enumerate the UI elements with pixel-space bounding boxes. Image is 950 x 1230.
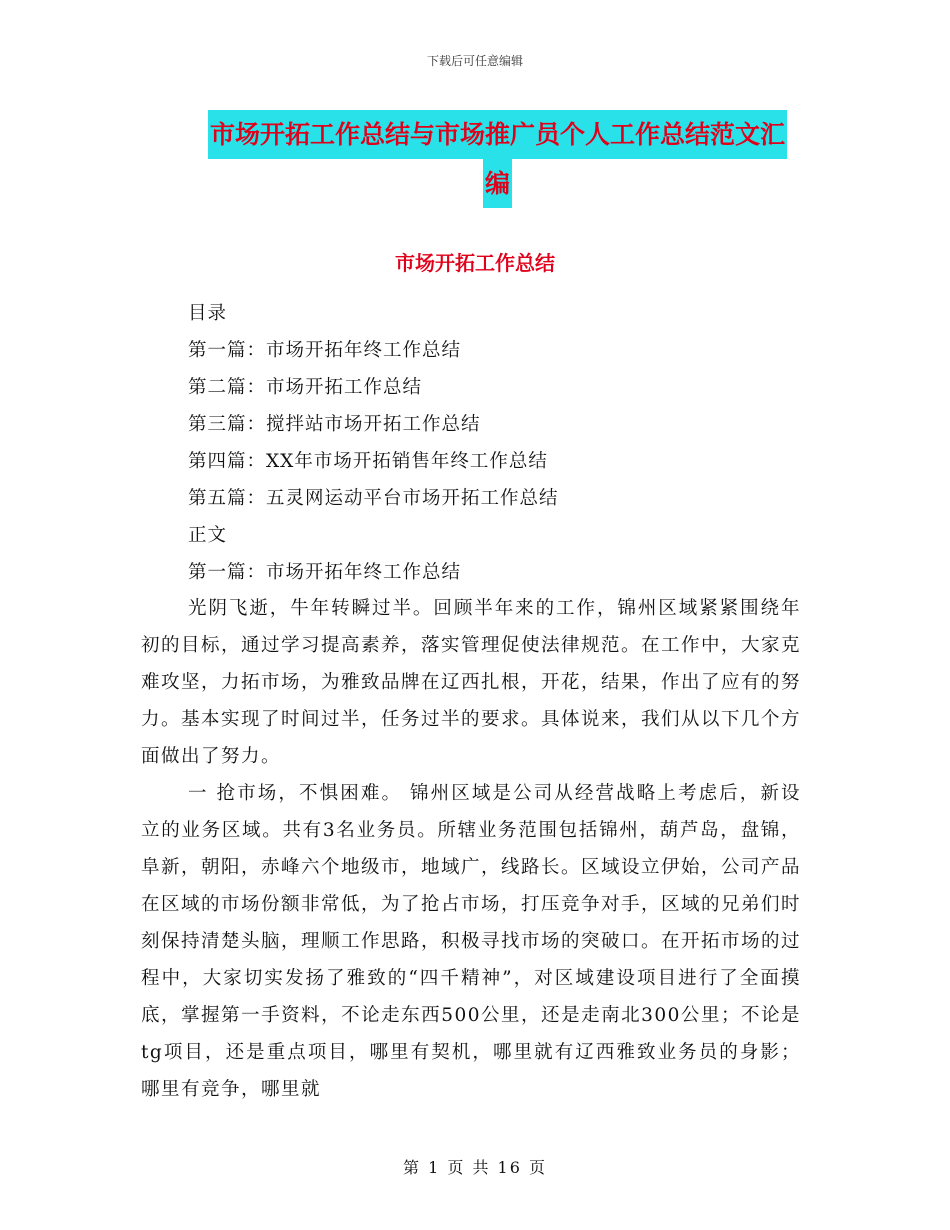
toc-item: 第二篇：市场开拓工作总结 xyxy=(188,377,423,398)
toc-item: 第五篇：五灵网运动平台市场开拓工作总结 xyxy=(188,488,559,509)
first-section-heading: 第一篇：市场开拓年终工作总结 xyxy=(188,562,462,583)
body-text xyxy=(141,590,801,1108)
toc-item: 第三篇：搅拌站市场开拓工作总结 xyxy=(188,414,481,435)
paragraph: 一 抢市场，不惧困难。 锦州区域是公司从经营战略上考虑后，新设立的业务区域。共有3名业务员。所辖业务范围包括锦州，葫芦岛，盘锦，阜新，朝阳，赤峰六个地级市，地域广，线路长。区域设立伊始，公司产品在区域的市场份额非常低，为了抢占市场，打压竞争对手，区域的兄弟们时刻保持清楚头脑，理顺工作思路，积极寻找市场的突破口。在开拓市场的过程中，大家切实发扬了雅致的“四千精神”，对区域建设项目进行了全面摸底，掌握第一手资料，不论走东西500公里，还是走南北300公里；不论是tg项目，还是重点项目，哪里有契机，哪里就有辽西雅致业务员的身影；哪里有竞争，哪里就 xyxy=(141,783,802,1100)
section-subtitle: 市场开拓工作总结 xyxy=(395,251,555,275)
document-title xyxy=(190,110,805,208)
header-note: 下载后可任意编辑 xyxy=(426,54,523,68)
toc-heading: 目录 xyxy=(188,303,228,324)
body-label: 正文 xyxy=(188,525,228,546)
page-footer: 第 1 页 共 16 页 xyxy=(403,1158,547,1177)
paragraph: 光阴飞逝，牛年转瞬过半。回顾半年来的工作，锦州区域紧紧围绕年初的目标，通过学习提高素养，落实管理促使法律规范。在工作中，大家克难攻坚，力拓市场，为雅致品牌在辽西扎根，开花，结果，作出了应有的努力。基本实现了时间过半，任务过半的要求。具体说来，我们从以下几个方面做出了努力。 xyxy=(141,598,802,767)
table-of-contents xyxy=(188,295,559,591)
toc-item: 第一篇：市场开拓年终工作总结 xyxy=(188,340,462,361)
toc-item: 第四篇：XX年市场开拓销售年终工作总结 xyxy=(188,451,548,472)
title-line-2: 编 xyxy=(483,159,512,208)
title-line-1: 市场开拓工作总结与市场推广员个人工作总结范文汇 xyxy=(208,110,787,159)
